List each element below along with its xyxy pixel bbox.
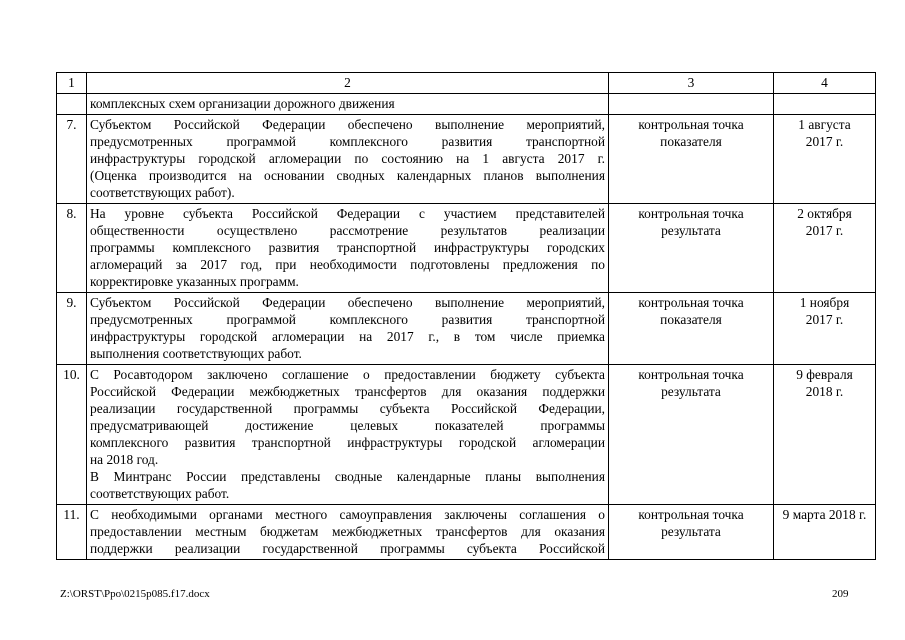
control-point-type-line: показателя (660, 134, 722, 149)
continuation-type-cell (609, 94, 774, 115)
row-date (774, 204, 876, 293)
row-number: 9. (57, 293, 87, 365)
date-line: 2017 г. (805, 134, 844, 149)
table-row (57, 505, 876, 560)
continuation-num-cell (57, 94, 87, 115)
date-line: 2 октября (797, 206, 852, 221)
description-line: (Оценка производится на основании сводных календарных планов выполнения (90, 168, 605, 183)
control-point-type-line: контрольная точка (638, 367, 744, 382)
row-control-point-type (609, 204, 774, 293)
description-line: комплексного развития транспортной инфраструктуры городской агломерации (90, 435, 605, 450)
date-line: 2018 г. (805, 384, 844, 399)
table-row (57, 365, 876, 505)
description-line: предусмотренных программой комплексного развития транспортной (90, 312, 605, 327)
description-line: корректировке указанных программ. (90, 274, 299, 289)
row-number: 11. (57, 505, 87, 560)
control-point-type-line: результата (661, 524, 721, 539)
date-line: 1 августа (798, 117, 851, 132)
row-date (774, 365, 876, 505)
control-point-type-line: показателя (660, 312, 722, 327)
description-line: инфраструктуры городской агломерации на 2017 г., в том числе приемка (90, 329, 605, 344)
header-col-2: 2 (87, 73, 609, 94)
description-line: соответствующих работ). (90, 185, 235, 200)
control-point-type-line: контрольная точка (638, 117, 744, 132)
control-point-type-line: результата (661, 384, 721, 399)
table-row (57, 204, 876, 293)
date-line: 2017 г. (805, 223, 844, 238)
table-row (57, 115, 876, 204)
control-points-table (56, 72, 876, 560)
row-control-point-type (609, 505, 774, 560)
control-point-type-line: контрольная точка (638, 206, 744, 221)
description-line: инфраструктуры городской агломерации по состоянию на 1 августа 2017 г. (90, 151, 605, 166)
continuation-text-cell (87, 94, 609, 115)
row-date (774, 115, 876, 204)
description-line: Субъектом Российской Федерации обеспечено выполнение мероприятий, (90, 117, 605, 132)
header-col-1: 1 (57, 73, 87, 94)
description-line: предусмотренных программой комплексного развития транспортной (90, 134, 605, 149)
row-number: 7. (57, 115, 87, 204)
description-line: поддержки реализации государственной программы субъекта Российской (90, 541, 605, 556)
description-line: Субъектом Российской Федерации обеспечено выполнение мероприятий, (90, 295, 605, 310)
description-line: предоставлении местным бюджетам межбюджетных трансфертов для оказания (90, 524, 605, 539)
description-line: соответствующих работ. (90, 486, 230, 501)
row-control-point-type (609, 293, 774, 365)
control-point-type-line: контрольная точка (638, 295, 744, 310)
control-point-type-line: контрольная точка (638, 507, 744, 522)
description-line: выполнения соответствующих работ. (90, 346, 302, 361)
continuation-row (57, 94, 876, 115)
row-description (87, 505, 609, 560)
description-line: В Минтранс России представлены сводные календарные планы выполнения (90, 469, 605, 484)
row-control-point-type (609, 115, 774, 204)
description-line: Российской Федерации межбюджетных трансфертов для оказания поддержки (90, 384, 605, 399)
row-description (87, 365, 609, 505)
control-point-type-line: результата (661, 223, 721, 238)
description-line: С Росавтодором заключено соглашение о предоставлении бюджету субъекта (90, 367, 605, 382)
date-line: 1 ноября (799, 295, 850, 310)
description-line: агломераций за 2017 год, при необходимости подготовлены предложения по (90, 257, 605, 272)
description-line: На уровне субъекта Российской Федерации с участием представителей (90, 206, 605, 221)
description-line: на 2018 год. (90, 452, 159, 467)
row-number: 10. (57, 365, 87, 505)
row-description (87, 115, 609, 204)
row-description (87, 204, 609, 293)
footer-file-path: Z:\ORST\Ppo\0215p085.f17.docx (60, 588, 210, 600)
date-line: 2017 г. (805, 312, 844, 327)
table-header-row (57, 73, 876, 94)
row-date (774, 293, 876, 365)
row-description (87, 293, 609, 365)
description-line: реализации государственной программы субъекта Российской Федерации, (90, 401, 605, 416)
continuation-date-cell (774, 94, 876, 115)
row-control-point-type (609, 365, 774, 505)
header-col-4: 4 (774, 73, 876, 94)
description-line: программы комплексного развития транспортной инфраструктуры городских (90, 240, 605, 255)
header-col-3: 3 (609, 73, 774, 94)
description-line: предусматривающей достижение целевых показателей программы (90, 418, 605, 433)
table-row (57, 293, 876, 365)
footer-page-number: 209 (832, 588, 849, 600)
description-line: С необходимыми органами местного самоуправления заключены соглашения о (90, 507, 605, 522)
date-line: 9 марта 2018 г. (782, 507, 867, 522)
row-number: 8. (57, 204, 87, 293)
continuation-text: комплексных схем организации дорожного движения (90, 96, 395, 111)
row-date (774, 505, 876, 560)
date-line: 9 февраля (796, 367, 853, 382)
description-line: общественности осуществлено рассмотрение результатов реализации (90, 223, 605, 238)
